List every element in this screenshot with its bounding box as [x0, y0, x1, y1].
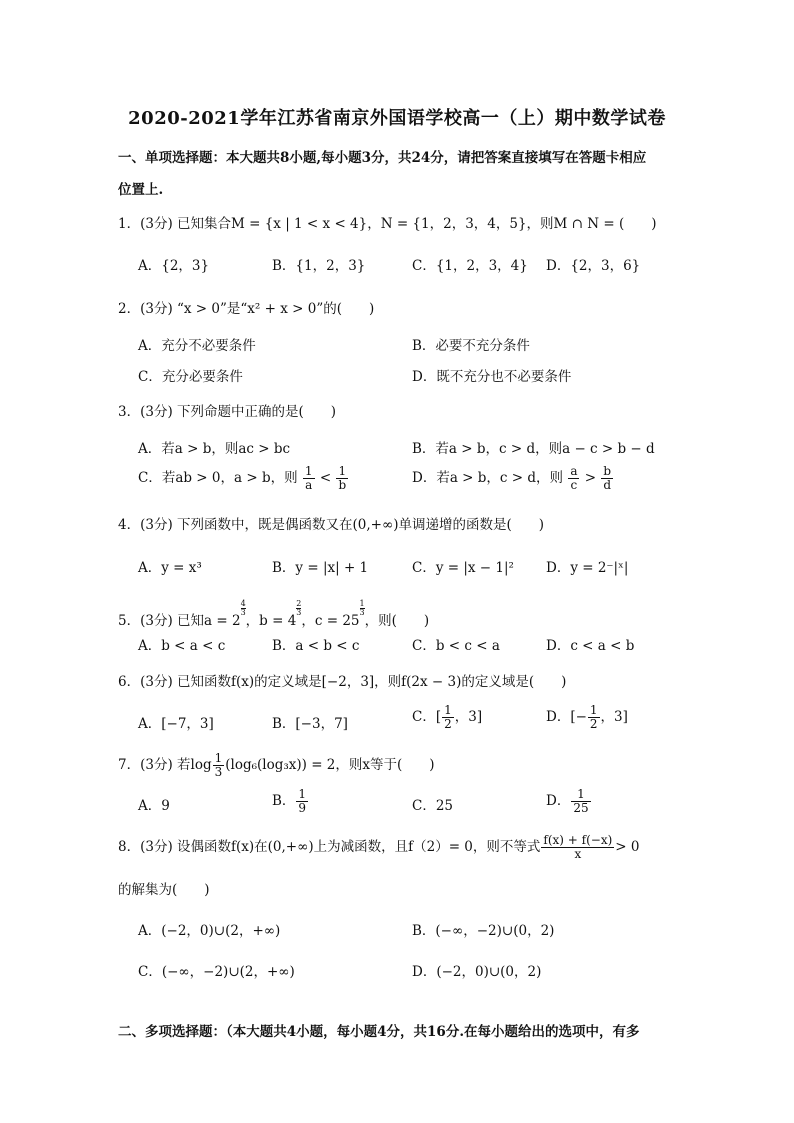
q4-option-a: A．y = x³	[138, 560, 202, 576]
q7-option-d-label: D．	[546, 793, 571, 810]
q8-stem-pre: 8．(3分) 设偶函数f(x)在(0,+∞)上为减函数，且f（2）= 0，则不等式	[118, 839, 541, 856]
q6-option-c-label: C．[	[412, 709, 442, 726]
frac-numerator: f(x) + f(−x)	[543, 833, 613, 847]
frac-denominator: d	[603, 478, 612, 493]
q3-option-d-label: D．若a > b，c > d，则	[412, 470, 564, 487]
q8-option-a: A．(−2，0)∪(2，+∞)	[138, 923, 281, 939]
frac-denominator: 9	[298, 801, 307, 816]
frac-numerator: b	[603, 464, 612, 478]
q1-option-b: B．{1，2，3}	[272, 258, 366, 274]
q5-b-base: ，b = 4	[245, 613, 297, 629]
exp-numerator: 4	[240, 599, 246, 608]
q5-option-d: D．c < a < b	[546, 638, 635, 654]
exp-denominator: 3	[240, 608, 246, 617]
q6-option-a: A．[−7，3]	[138, 716, 214, 732]
q4-option-c: C．y = |x − 1|²	[412, 560, 514, 576]
q2-option-c: C．充分必要条件	[138, 369, 243, 385]
exp-denominator: 3	[359, 608, 365, 617]
frac-denominator: 2	[589, 717, 598, 732]
q7-option-a: A．9	[138, 798, 170, 814]
q7-stem-pre: 7．(3分) 若log	[118, 757, 212, 774]
q1-stem: 1．(3分) 已知集合M = {x | 1 < x < 4}，N = {1，2，3，4，5}，则M ∩ N = ( )	[118, 216, 657, 232]
q7-option-b-frac	[296, 788, 308, 815]
q3-stem: 3．(3分) 下列命题中正确的是( )	[118, 404, 337, 420]
q7-stem	[118, 752, 435, 779]
q5-stem-pre: 5．(3分) 已知	[118, 613, 205, 629]
frac-denominator: a	[305, 478, 313, 493]
q2-option-a: A．充分不必要条件	[138, 338, 256, 354]
frac-denominator: c	[570, 478, 578, 493]
q3-option-d-frac-right	[601, 465, 613, 492]
q5-a-base: a = 2	[204, 613, 241, 629]
q3-option-b: B．若a > b，c > d，则a − c > b − d	[412, 441, 655, 457]
frac-numerator: 1	[589, 703, 598, 717]
q2-option-b: B．必要不充分条件	[412, 338, 530, 354]
q3-option-c-frac-right	[336, 465, 348, 492]
q7-option-b-label: B．	[272, 793, 296, 810]
frac-numerator: 1	[444, 703, 452, 717]
frac-denominator: 3	[214, 765, 223, 780]
q6-option-c	[412, 704, 482, 731]
q6-option-c-tail: ，3]	[454, 709, 483, 726]
section1-heading-cont: 位置上.	[118, 182, 164, 198]
q8-stem	[118, 834, 640, 861]
frac-denominator: x	[574, 847, 582, 862]
q6-option-d-tail: ，3]	[600, 709, 628, 726]
exp-numerator: 2	[296, 599, 302, 608]
q8-inequality-frac	[541, 834, 614, 861]
section1-heading: 一、单项选择题：本大题共8小题,每小题3分，共24分，请把答案直接填写在答题卡相应	[118, 150, 647, 166]
exp-denominator: 3	[296, 608, 302, 617]
frac-numerator: 1	[214, 751, 223, 765]
frac-denominator: 2	[444, 717, 452, 732]
q8-stem-post: > 0	[615, 839, 640, 856]
q6-stem: 6．(3分) 已知函数f(x)的定义域是[−2，3]，则f(2x − 3)的定义域是( )	[118, 674, 567, 690]
q8-option-b: B．(−∞，−2)∪(0，2)	[412, 923, 555, 939]
q8-option-d: D．(−2，0)∪(0，2)	[412, 964, 542, 980]
page-title: 2020-2021学年江苏省南京外国语学校高一（上）期中数学试卷	[128, 108, 666, 129]
q4-option-d: D．y = 2⁻|ˣ|	[546, 560, 629, 576]
q2-option-d: D．既不充分也不必要条件	[412, 369, 572, 385]
frac-numerator: 1	[298, 787, 307, 801]
q5-stem	[118, 600, 429, 629]
q5-stem-post: ，则( )	[364, 613, 430, 629]
q7-option-d	[546, 788, 592, 815]
q7-log-base-frac	[213, 752, 225, 779]
q8-stem-cont: 的解集为( )	[118, 882, 210, 898]
frac-numerator: 1	[336, 465, 348, 479]
q5-c-base: ，c = 25	[301, 613, 360, 629]
q7-option-c: C．25	[412, 798, 454, 814]
q5-option-b: B．a < b < c	[272, 638, 360, 654]
q1-option-a: A．{2，3}	[138, 258, 210, 274]
q3-option-c-label: C．若ab > 0，a > b，则	[138, 470, 298, 487]
frac-denominator: 25	[573, 801, 589, 816]
frac-numerator: 1	[571, 788, 590, 802]
q3-option-d: D．若a > b，c > d，则 $\frac{a}{c}$ > $\frac{b}{d}$	[412, 464, 612, 493]
q5-option-a: A．b < a < c	[138, 638, 226, 654]
q6-option-b: B．[−3，7]	[272, 716, 348, 732]
q3-option-c: C．若ab > 0，a > b，则 $\frac{1}{a}$ < $\frac{1}{b}$	[138, 464, 347, 493]
q6-option-d-frac	[588, 704, 600, 731]
frac-numerator: a	[570, 464, 578, 478]
q4-stem: 4．(3分) 下列函数中，既是偶函数又在(0,+∞)单调递增的函数是( )	[118, 517, 545, 533]
q7-stem-post: (log₆(log₃x)) = 2，则x等于( )	[225, 757, 435, 774]
q2-stem: 2．(3分) “x > 0”是“x² + x > 0”的( )	[118, 301, 375, 317]
q6-option-d-label: D．[−	[546, 709, 587, 726]
section2-heading: 二、多项选择题：（本大题共4小题，每小题4分，共16分.在每小题给出的选项中，有多	[118, 1024, 640, 1040]
q3-option-d-frac-left	[568, 465, 579, 492]
q6-option-d	[546, 704, 628, 731]
q1-option-c: C．{1，2，3，4}	[412, 258, 528, 274]
q4-option-b: B．y = |x| + 1	[272, 560, 369, 576]
frac-numerator: 1	[304, 464, 313, 478]
q7-option-b	[272, 788, 309, 815]
q3-option-a: A．若a > b，则ac > bc	[138, 441, 291, 457]
q5-option-c: C．b < c < a	[412, 638, 500, 654]
exp-numerator: 1	[359, 599, 365, 608]
frac-denominator: b	[338, 478, 347, 493]
q1-option-d: D．{2，3，6}	[546, 258, 641, 274]
q8-option-c: C．(−∞，−2)∪(2，+∞)	[138, 964, 295, 980]
q6-option-c-frac	[442, 704, 454, 731]
q7-option-d-frac	[571, 788, 590, 815]
q3-option-c-frac-left	[303, 465, 315, 492]
